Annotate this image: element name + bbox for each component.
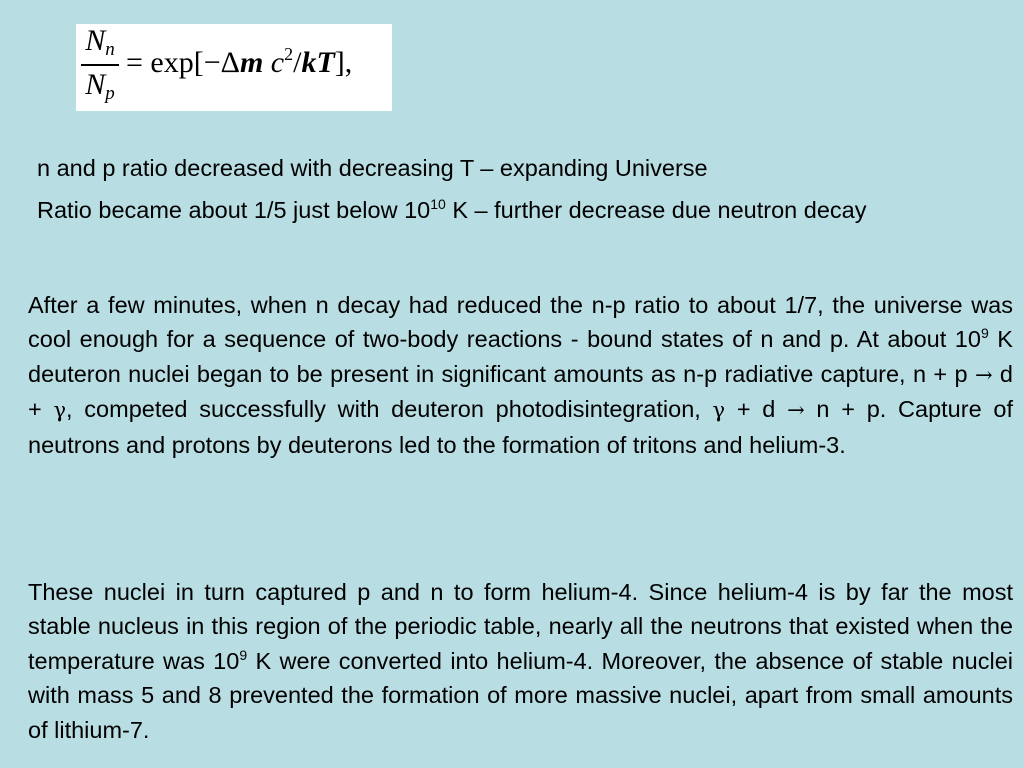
formula-num-symbol: N xyxy=(85,24,106,57)
paragraph-deuteron-formation xyxy=(28,288,1013,462)
formula-kT: kT xyxy=(301,46,335,79)
formula-slash: / xyxy=(293,46,302,79)
bullet-2-text-b: K – further decrease due neutron decay xyxy=(445,197,867,223)
formula-close: ], xyxy=(334,46,353,79)
bullet-2-exponent: 10 xyxy=(430,196,446,212)
para-2-exponent: 9 xyxy=(239,646,248,663)
formula-eq-exp: = exp[ xyxy=(126,46,204,79)
formula-numerator xyxy=(81,26,119,63)
para-1-exponent: 9 xyxy=(980,325,989,342)
arrow-symbol-2: → xyxy=(787,398,805,423)
fraction-bar xyxy=(81,64,119,66)
arrow-symbol-1: → xyxy=(974,362,993,387)
gamma-symbol-1: γ xyxy=(53,398,67,423)
formula-denominator xyxy=(81,68,119,104)
gamma-symbol-2: γ xyxy=(712,398,726,423)
para-2-part-a: These nuclei in turn captured p and n to form helium-4. Since helium-4 is by far the most stable nucleus in this region of the periodic table, nearly all the neutrons that existed when the temperature was 10 xyxy=(28,579,1013,674)
formula-minus-delta: −Δ xyxy=(203,46,240,79)
formula-den-symbol: N xyxy=(85,68,106,101)
para-1-part-a: After a few minutes, when n decay had reduced the n-p ratio to about 1/7, the universe was cool enough for a sequence of two-body reactions - bound states of n and p. At about 10 xyxy=(28,292,1013,353)
bullet-1-text: n and p ratio decreased with decreasing T – expanding Universe xyxy=(37,155,708,181)
bullet-ratio-one-fifth xyxy=(37,193,1013,227)
bullet-ratio-decrease xyxy=(37,151,1013,185)
formula-num-subscript: n xyxy=(105,39,115,60)
formula-mass: m xyxy=(239,46,264,79)
formula-den-subscript: p xyxy=(105,83,115,104)
para-1-part-b: K deuteron nuclei began to be present in significant amounts as n-p radiative capture, n + p xyxy=(28,326,1013,387)
bullet-2-text-a: Ratio became about 1/5 just below 10 xyxy=(37,197,431,223)
paragraph-helium-formation xyxy=(28,575,1013,747)
para-1-part-c: d + xyxy=(28,360,1013,423)
formula-c-exponent: 2 xyxy=(284,44,294,64)
para-1-part-e: + d xyxy=(725,396,788,423)
para-1-part-d: , competed successfully with deuteron photodisintegration, xyxy=(66,396,713,423)
formula-c: c xyxy=(263,46,285,79)
formula-right-hand-side xyxy=(126,44,353,79)
para-1-part-f: n + p. Capture of neutrons and protons by deuterons led to the formation of tritons and helium-3. xyxy=(28,396,1013,458)
formula-fraction xyxy=(81,24,119,104)
para-2-part-b: K were converted into helium-4. Moreover, the absence of stable nuclei with mass 5 and 8 prevented the formation of more massive nuclei, apart from small amounts of lithium-7. xyxy=(28,647,1013,743)
neutron-proton-ratio-formula xyxy=(76,24,392,111)
